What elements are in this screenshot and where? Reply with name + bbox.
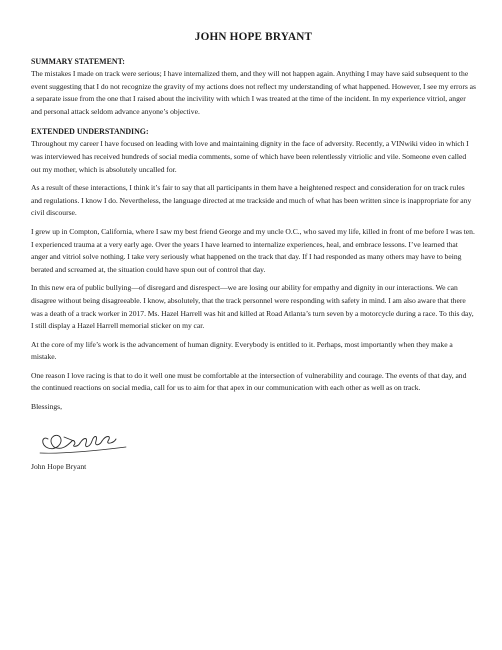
signer-name: John Hope Bryant [31,462,87,472]
document-title: JOHN HOPE BRYANT [194,31,313,43]
extended-heading: EXTENDED UNDERSTANDING: [31,127,149,137]
body-paragraph-4: In this new era of public bullying—of disregard and disrespect—we are losing our ability for empathy and dignity in our interactions. We can disagree without being disagreeable. I know, absolutely, that the track personnel were responding with safety in mind. I am also aware that there was a death of a track worker in 2017. Ms. Hazel Harrell was hit and killed at Road Atlanta’s turn seven by a motorcycle during a race. To this day, I still display a Hazel Harrell memorial sticker on my car. [31,283,474,331]
body-paragraph-6: One reason I love racing is that to do it well one must be comfortable at the intersection of vulnerability and courage. The events of that day, and the continued reactions on social media, call for us to aim for that apex in our communication with each other as well as on track. [31,370,467,393]
body-paragraph-2: As a result of these interactions, I think it’s fair to say that all participants in them have a heightened respect and consideration for on track rules and regulations. I know I do. Nevertheless, the language directed at me trackside and much of what has been written since is inappropriate for any civil discourse. [31,183,472,218]
summary-heading: SUMMARY STATEMENT: [31,57,125,66]
body-paragraph-3: I grew up in Compton, California, where I saw my best friend George and my uncle O.C., who saved my life, killed in front of me before I was ten. I experienced trauma at a very early age. Over the years I have learned to internalize experiences, heal, and embrace lessons. I’ve learned that anger and vitriol solve nothing. I take very seriously what happened on the track that day. If I had responded as many others may have to being berated and screamed at, the situation could have spun out of control that day. [31,226,475,274]
summary-paragraph: The mistakes I made on track were serious; I have internalized them, and they will not happen again. Anything I may have said subsequent to the event suggesting that I do not recognize the gravity of my actions does not reflect my understanding of what happened. However, I see my errors as a separate issue from the one that I raised about the incivility with which I was treated at the time of the incident. In my experience vitriol, anger and personal attack seldom advance anyone’s objective. [31,69,476,116]
handwritten-signature [34,417,154,459]
closing-salutation: Blessings, [31,402,63,412]
body-paragraph-5: At the core of my life’s work is the advancement of human dignity. Everybody is entitled to it. Perhaps, most importantly when they make a mistake. [31,339,453,362]
body-paragraph-1: Throughout my career I have focused on leading with love and maintaining dignity in the face of adversity. Recently, a VINwiki video in which I was interviewed has received hundreds of social media comments, some of which have been relentlessly vitriolic and vile. Someone even called out my mother, which is absolutely uncalled for. [31,139,469,174]
